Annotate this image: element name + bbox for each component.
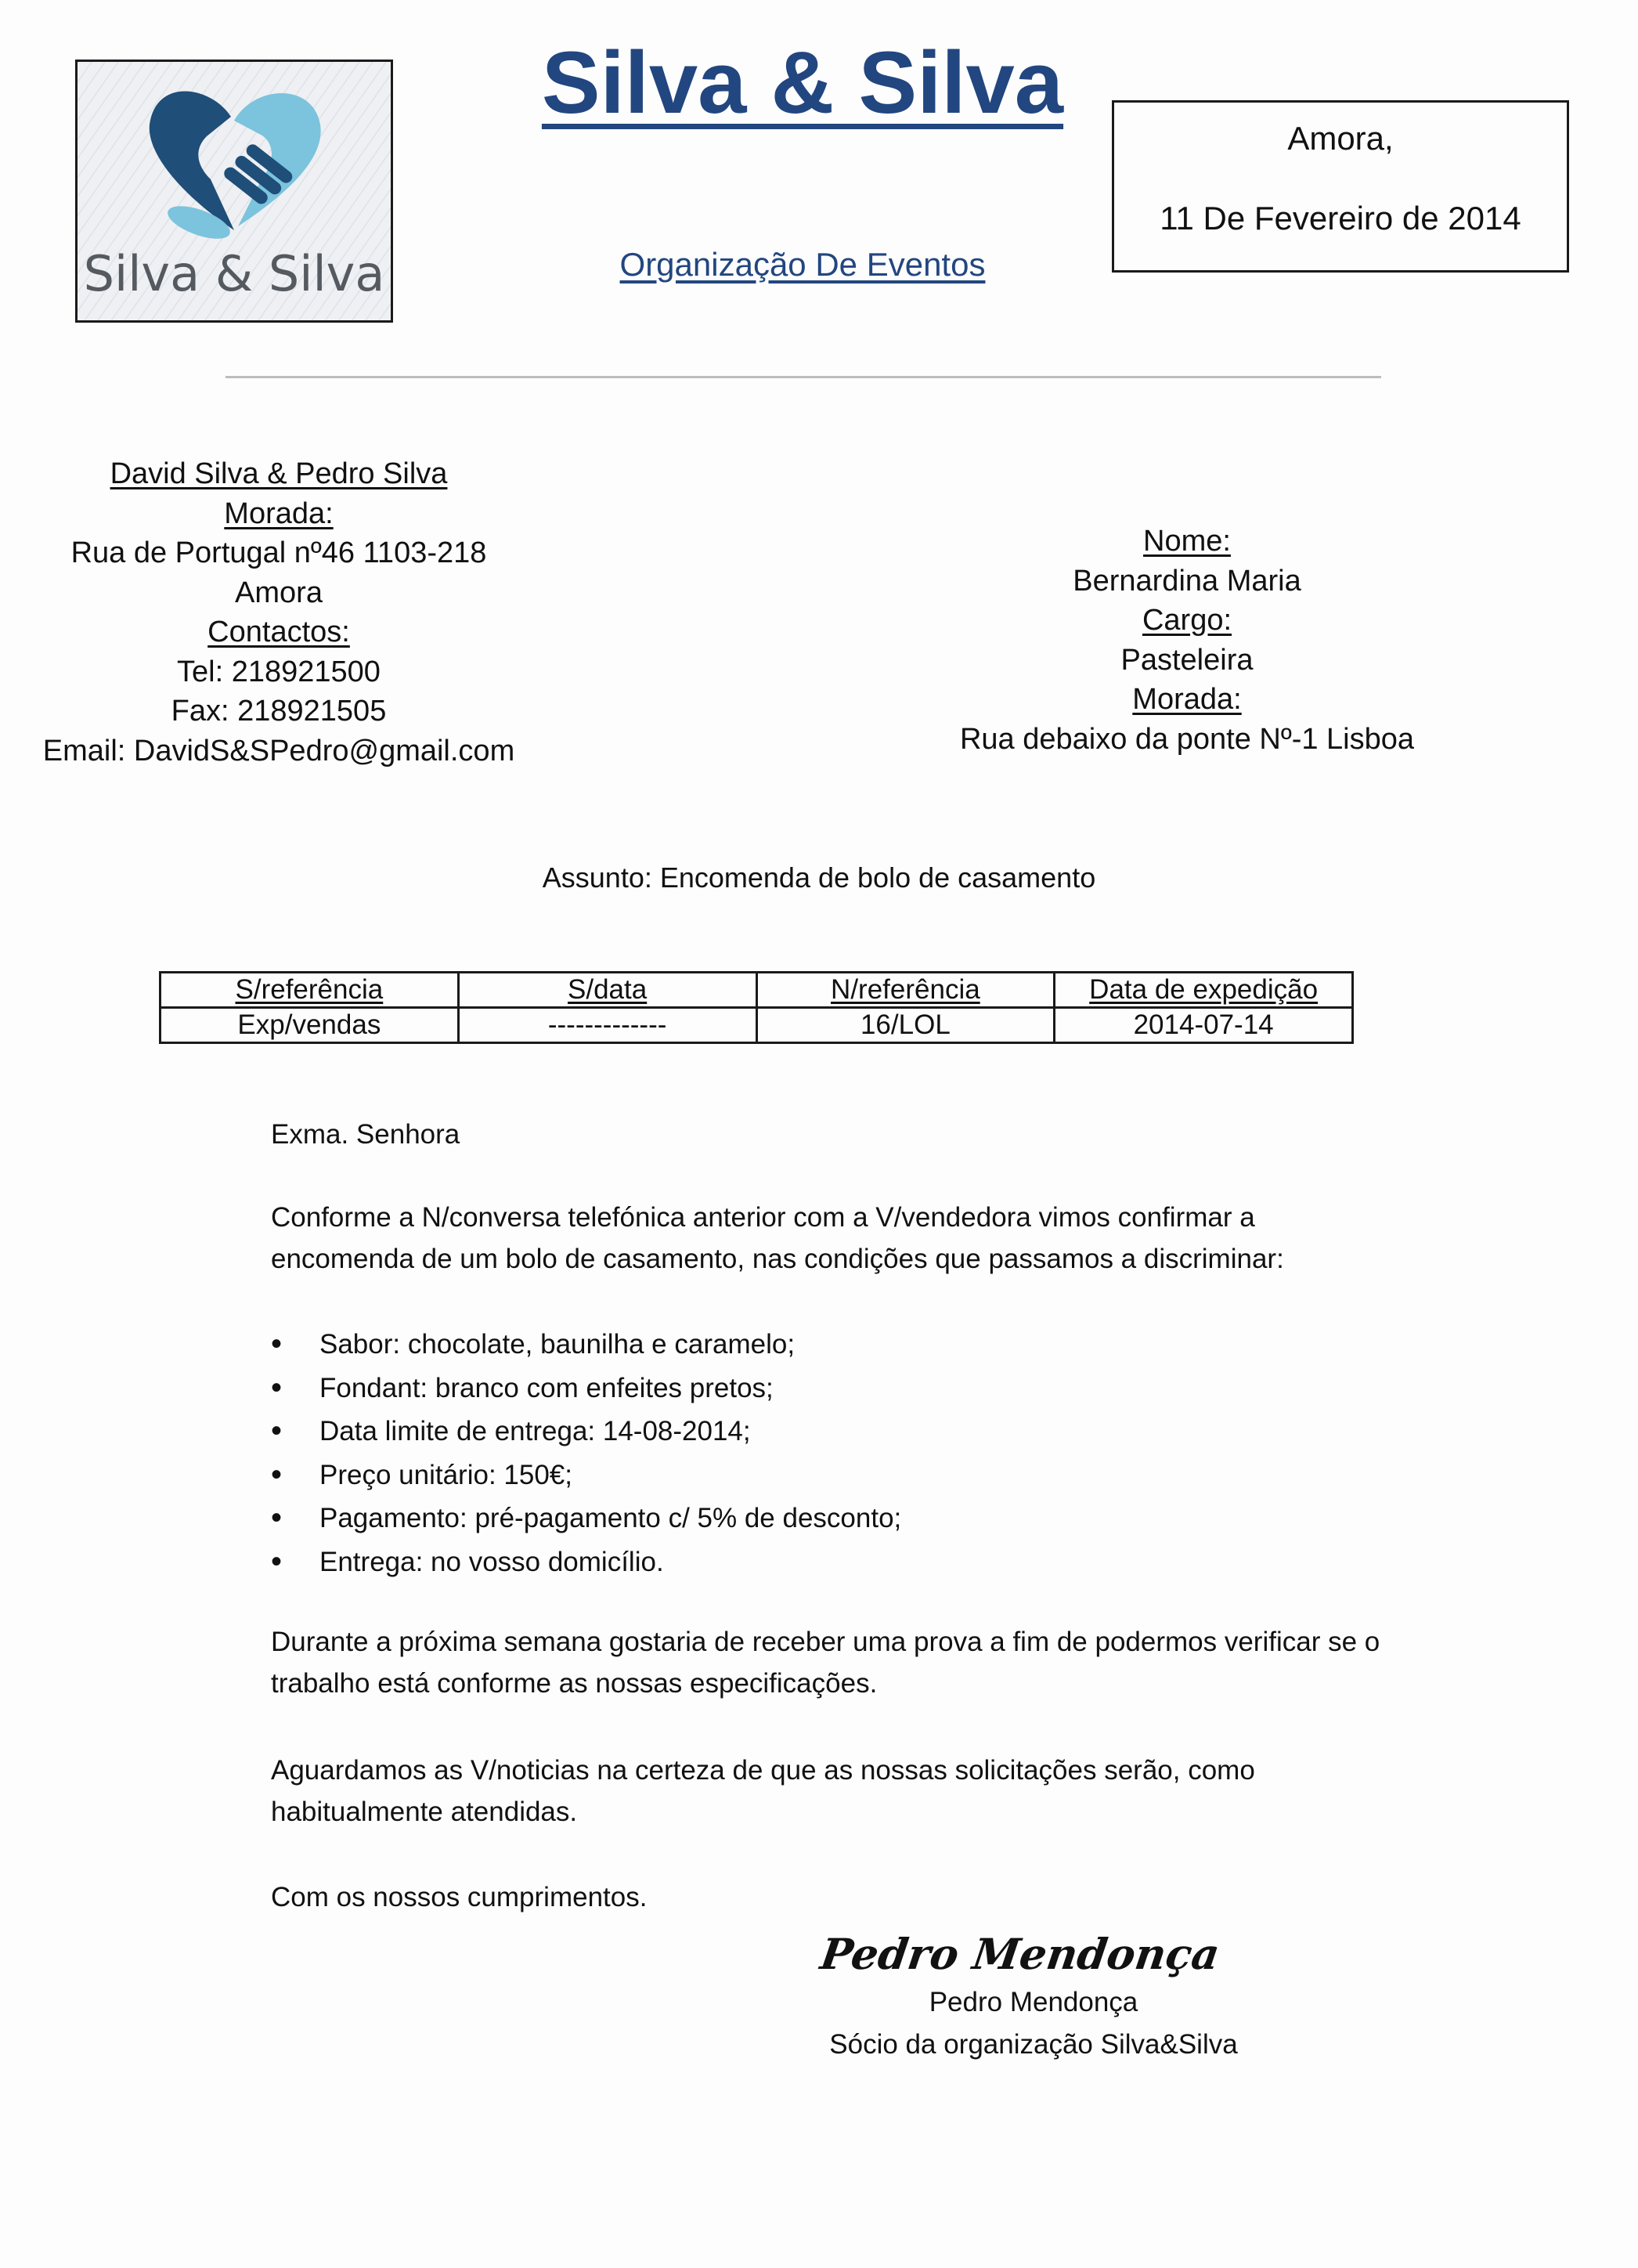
sender-address-line2: Amora	[235, 576, 323, 609]
recipient-name: Bernardina Maria	[1073, 564, 1301, 598]
table-row	[161, 1008, 1353, 1043]
recipient-role-label: Cargo:	[1142, 604, 1232, 637]
header-divider	[225, 376, 1381, 378]
recipient-block	[921, 522, 1453, 759]
logo-text	[84, 245, 385, 302]
paragraph-await: Aguardamos as V/noticias na certeza de que as nossas solicitações serão, como habitualmente atendidas.	[271, 1755, 1255, 1827]
company-subtitle: Organização De Eventos	[619, 246, 986, 283]
sender-block	[31, 454, 526, 771]
sender-fax: Fax: 218921505	[171, 695, 387, 728]
signer-title: Sócio da organização Silva&Silva	[829, 2029, 1238, 2060]
closing-line: Com os nossos cumprimentos.	[271, 1882, 648, 1912]
table-header-cell: N/referência	[756, 973, 1055, 1008]
company-logo	[75, 60, 393, 323]
reference-table	[159, 971, 1354, 1044]
recipient-address-label: Morada:	[1132, 683, 1242, 716]
paragraph-intro: Conforme a N/conversa telefónica anterior com a V/vendedora vimos confirmar a encomenda de um bolo de casamento, nas condições que passamos a discriminar:	[271, 1202, 1284, 1274]
recipient-role: Pasteleira	[1120, 643, 1254, 677]
signer-name: Pedro Mendonça	[929, 1987, 1138, 2017]
table-cell: 2014-07-14	[1055, 1008, 1353, 1043]
handshake-heart-icon	[78, 62, 391, 320]
list-item: • Sabor: chocolate, baunilha e caramelo;	[271, 1323, 1367, 1367]
letter-date: 11 De Fevereiro de 2014	[1160, 200, 1521, 237]
greeting: Exma. Senhora	[271, 1119, 460, 1150]
date-box	[1112, 100, 1569, 273]
table-cell: 16/LOL	[756, 1008, 1055, 1043]
sender-email: Email: DavidS&SPedro@gmail.com	[42, 734, 515, 767]
list-item: • Entrega: no vosso domicílio.	[271, 1540, 1367, 1584]
list-item: • Pagamento: pré-pagamento c/ 5% de desconto;	[271, 1497, 1367, 1540]
list-item: • Data limite de entrega: 14-08-2014;	[271, 1410, 1367, 1454]
sender-contacts-label: Contactos:	[207, 616, 350, 648]
letter-subject: Assunto: Encomenda de bolo de casamento	[542, 861, 1096, 894]
table-cell: -------------	[458, 1008, 756, 1043]
table-cell: Exp/vendas	[161, 1008, 459, 1043]
svg-text:Pedro Mendonça: Pedro Mendonça	[817, 1929, 1223, 1979]
signer-block	[783, 1981, 1284, 2066]
sender-name: David Silva & Pedro Silva	[110, 457, 448, 490]
sender-tel: Tel: 218921500	[177, 655, 381, 688]
recipient-address: Rua debaixo da ponte Nº-1 Lisboa	[959, 722, 1415, 756]
sender-address-label: Morada:	[224, 497, 334, 530]
table-header-cell: S/data	[458, 973, 756, 1008]
recipient-name-label: Nome:	[1143, 525, 1231, 558]
paragraph-request: Durante a próxima semana gostaria de receber uma prova a fim de podermos verificar se o trabalho está conforme as nossas especificações.	[271, 1627, 1380, 1699]
sender-address-line1: Rua de Portugal nº46 1103-218	[70, 536, 487, 569]
list-item: • Fondant: branco com enfeites pretos;	[271, 1367, 1367, 1410]
conditions-list	[271, 1323, 1367, 1584]
reference-table-header	[161, 973, 1353, 1008]
list-item: • Preço unitário: 150€;	[271, 1454, 1367, 1497]
svg-text:Silva & Silva: Silva & Silva	[83, 245, 385, 302]
table-header-cell: S/referência	[161, 973, 459, 1008]
date-place: Amora,	[1287, 120, 1394, 157]
table-header-cell: Data de expedição	[1055, 973, 1353, 1008]
company-title: Silva & Silva	[541, 34, 1064, 132]
handwritten-signature	[817, 1914, 1223, 1992]
